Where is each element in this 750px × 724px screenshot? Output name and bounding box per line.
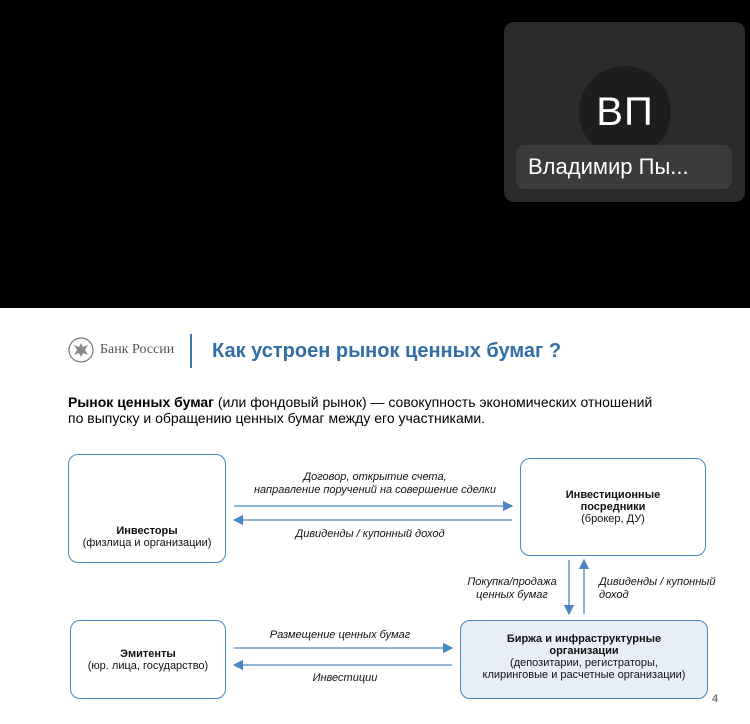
investors-box — [68, 454, 226, 563]
slide-page-number: 4 — [712, 693, 719, 705]
definition-line2: по выпуску и обращению ценных бумаг между его участниками. — [68, 410, 486, 426]
definition-term: Рынок ценных бумаг — [68, 394, 214, 410]
issuers-title: Эмитенты — [120, 648, 176, 660]
slide-title: Как устроен рынок ценных бумаг ? — [212, 340, 562, 362]
investors-subtitle: (физлица и организации) — [82, 537, 212, 549]
exchange-title-line2: организации — [549, 645, 619, 657]
contract-label: Договор, открытие счета, направление поручений на совершение сделки — [254, 471, 496, 496]
participant-tile[interactable] — [504, 22, 745, 202]
dividends-right-label: Дивиденды / купонный доход — [599, 576, 716, 601]
participant-avatar: ВП — [579, 66, 671, 158]
intermediaries-box — [520, 458, 706, 556]
shared-screen-slide — [0, 308, 750, 724]
dividends-left-label: Дивиденды / купонный доход — [295, 528, 445, 540]
logo-text: Банк России — [100, 342, 175, 357]
placement-label: Размещение ценных бумаг — [269, 629, 411, 641]
exchange-subtitle-line2: клиринговые и расчетные организации) — [482, 669, 686, 681]
participant-name-label: Владимир Пы... — [516, 145, 732, 189]
intermediaries-title-line2: посредники — [580, 501, 646, 513]
investors-title: Инвесторы — [116, 525, 178, 537]
intermediaries-title-line1: Инвестиционные — [565, 489, 661, 501]
exchange-subtitle-line1: (депозитарии, регистраторы, — [510, 657, 658, 669]
buy-sell-label: Покупка/продажа ценных бумаг — [467, 576, 557, 601]
exchange-box — [460, 620, 708, 699]
video-area — [0, 0, 750, 308]
exchange-title-line1: Биржа и инфраструктурные — [506, 633, 662, 645]
definition-line1: (или фондовый рынок) — совокупность экономических отношений — [214, 394, 653, 410]
intermediaries-subtitle: (брокер, ДУ) — [581, 513, 645, 525]
investments-label: Инвестиции — [312, 672, 378, 684]
issuers-box — [70, 620, 226, 699]
issuers-subtitle: (юр. лица, государство) — [87, 660, 209, 672]
